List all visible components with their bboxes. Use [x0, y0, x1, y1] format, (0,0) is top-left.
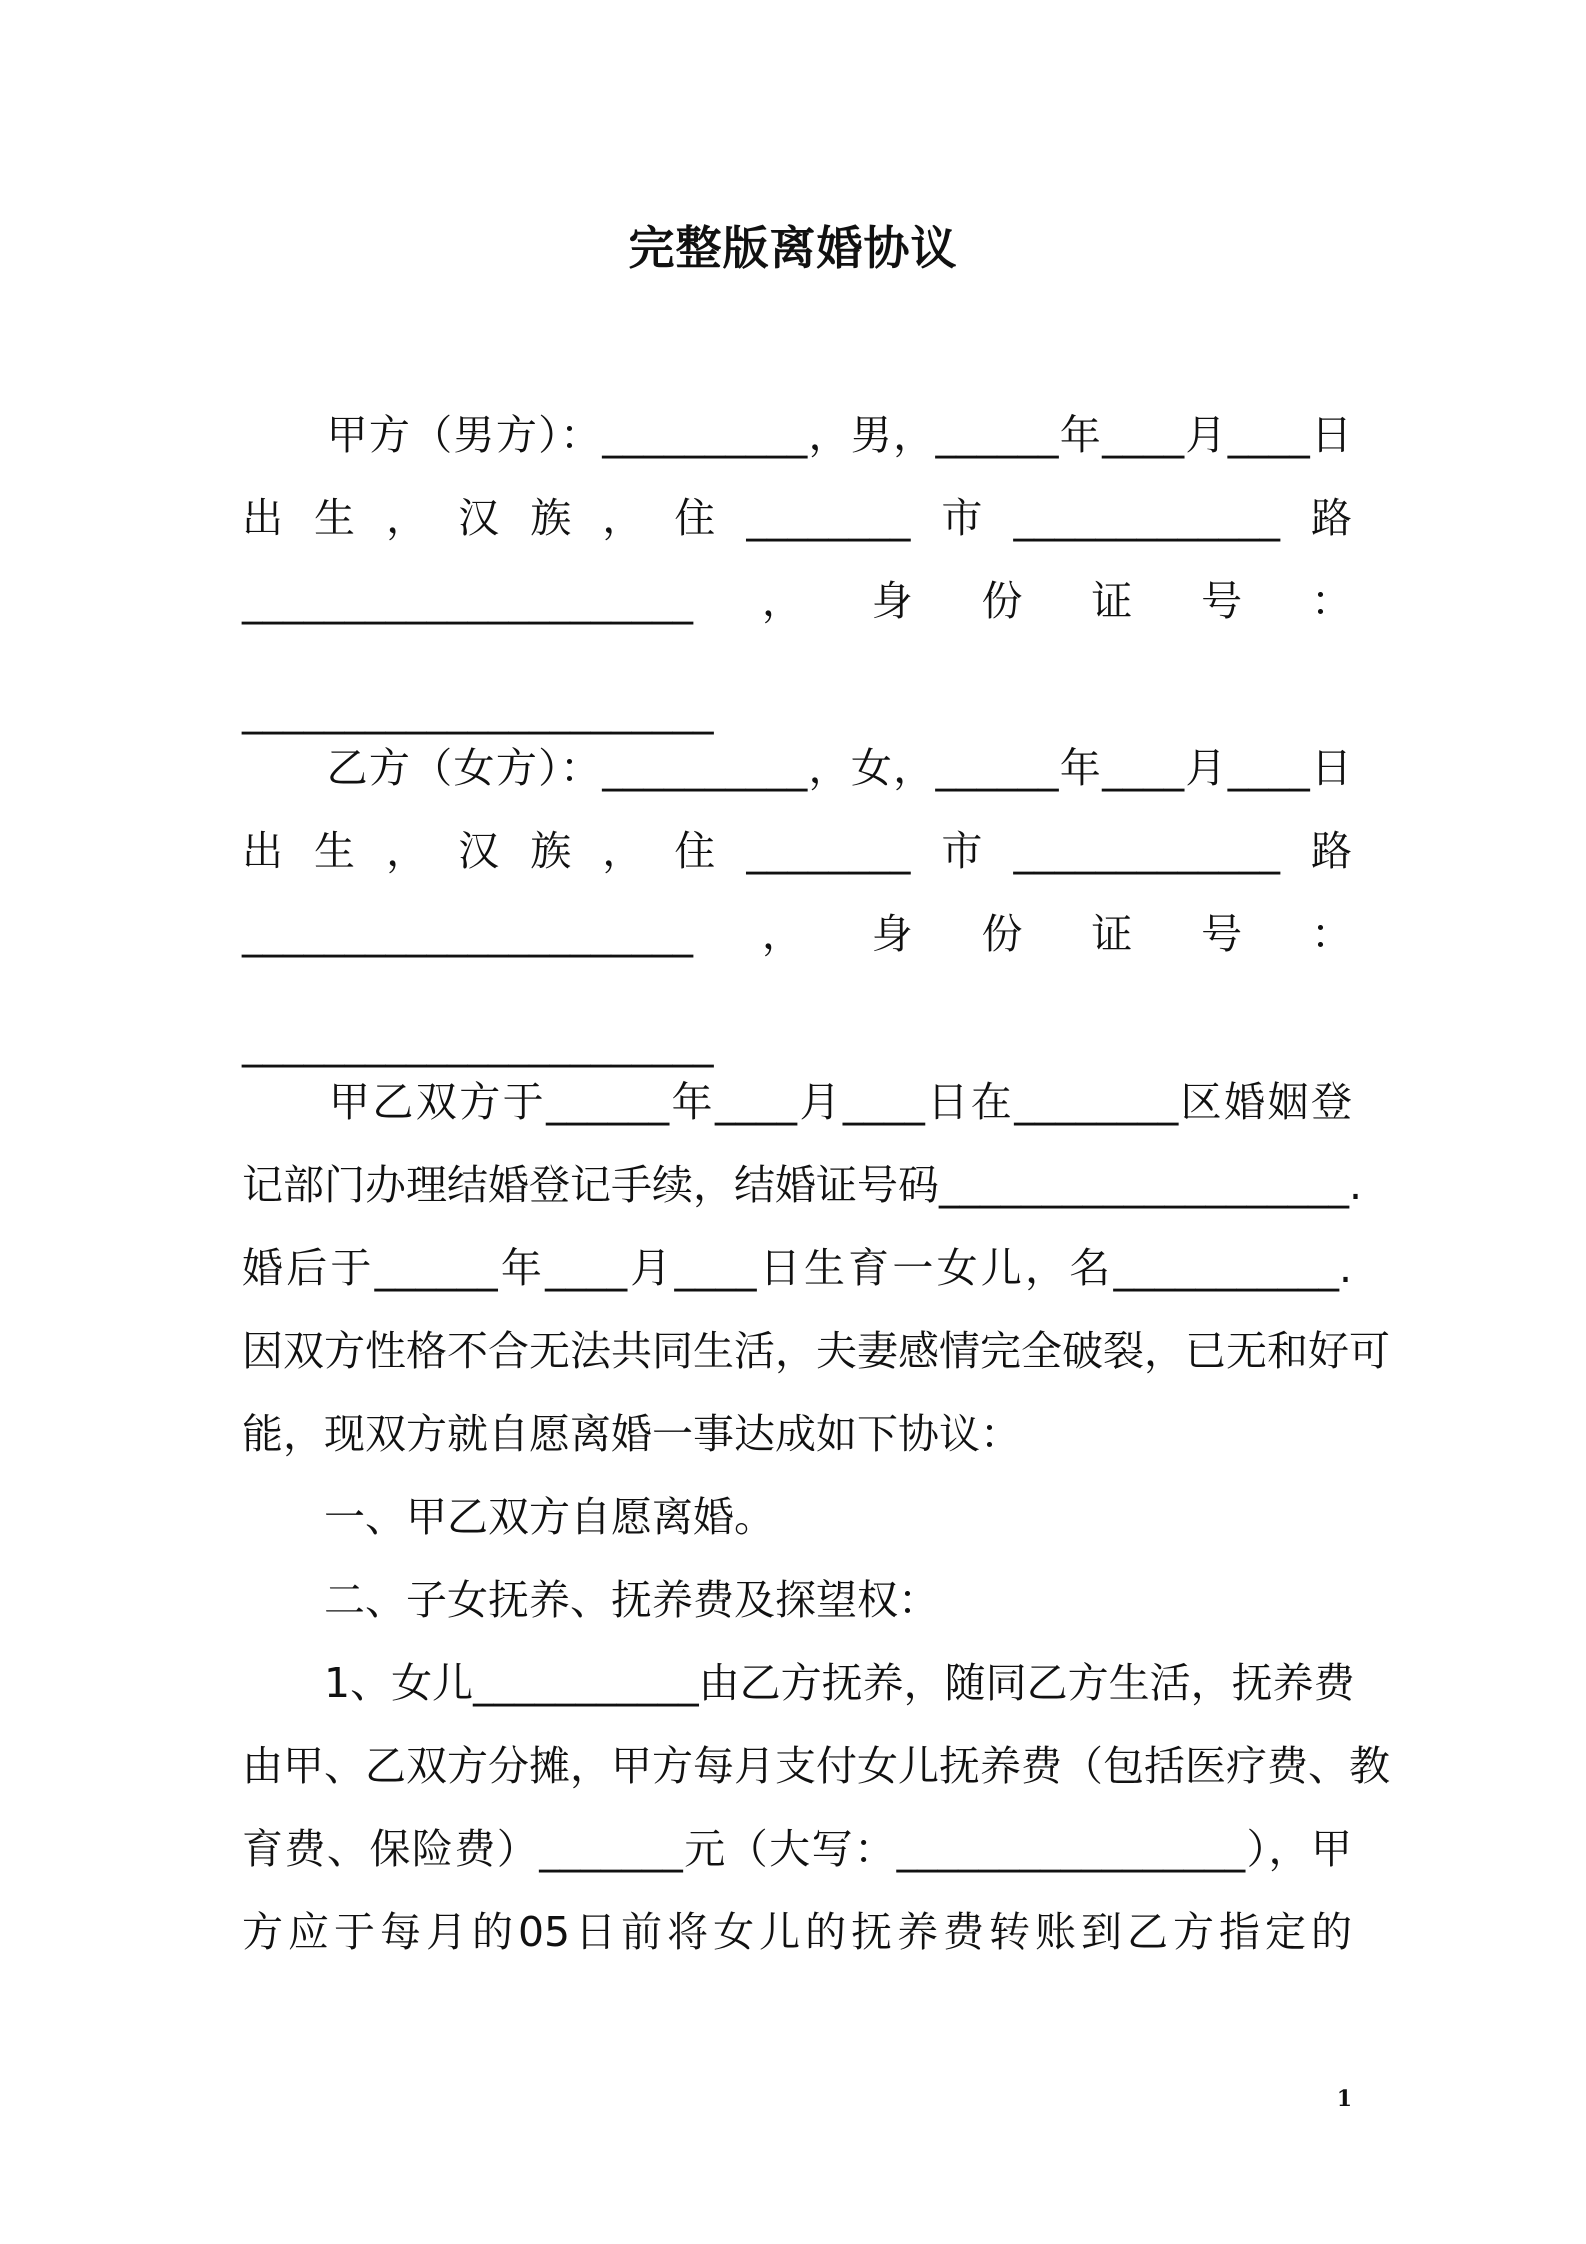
- text-line: 乙方（女方）：__________，女，______年____月____日: [242, 744, 1352, 792]
- text-line: ______________________，身份证号：: [242, 910, 1352, 958]
- text-line: 能，现双方就自愿离婚一事达成如下协议：: [242, 1410, 1021, 1458]
- text-line: 方应于每月的05日前将女儿的抚养费转账到乙方指定的: [242, 1908, 1352, 1956]
- text-line: 二、子女抚养、抚养费及探望权：: [242, 1576, 939, 1624]
- document-title: 完整版离婚协议: [628, 221, 958, 275]
- text-line: 因双方性格不合无法共同生活，夫妻感情完全破裂，已无和好可: [242, 1327, 1390, 1375]
- text-line: _______________________: [242, 1020, 714, 1068]
- text-line: 一、甲乙双方自愿离婚。: [242, 1493, 775, 1541]
- text-line: 育费、保险费）_______元（大写：_________________），甲: [242, 1825, 1352, 1873]
- text-line: 甲方（男方）：__________，男，______年____月____日: [242, 411, 1352, 459]
- text-line: 1、女儿___________由乙方抚养，随同乙方生活，抚养费: [242, 1659, 1355, 1707]
- text-line: 出生，汉族，住________市_____________路: [242, 827, 1352, 875]
- text-line: ______________________，身份证号：: [242, 577, 1352, 625]
- page-number: 1: [1336, 2086, 1352, 2112]
- text-line: 甲乙双方于______年____月____日在________区婚姻登: [242, 1078, 1352, 1126]
- text-line: 婚后于______年____月____日生育一女儿，名___________.: [242, 1244, 1352, 1292]
- text-line: 出生，汉族，住________市_____________路: [242, 494, 1352, 542]
- text-line: 由甲、乙双方分摊，甲方每月支付女儿抚养费（包括医疗费、教: [242, 1742, 1390, 1790]
- text-line: _______________________: [242, 687, 714, 735]
- text-line: 记部门办理结婚登记手续，结婚证号码____________________.: [242, 1161, 1363, 1209]
